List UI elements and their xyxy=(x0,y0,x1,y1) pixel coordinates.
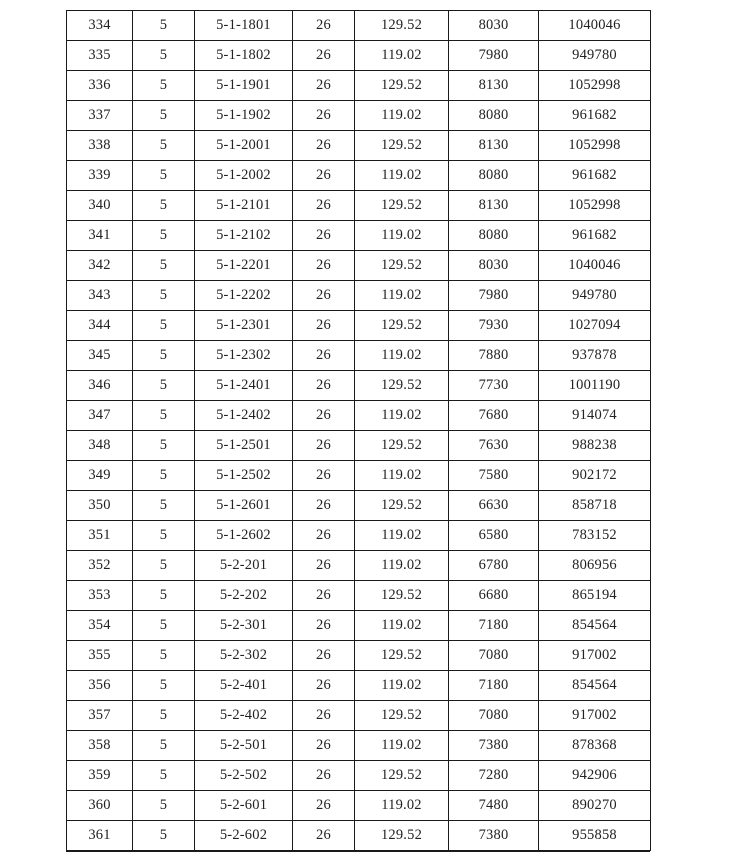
table-row xyxy=(67,311,651,341)
total-price-cell: 1001190 xyxy=(539,371,651,401)
area-cell: 119.02 xyxy=(355,671,449,701)
area-cell: 129.52 xyxy=(355,821,449,851)
area-cell: 119.02 xyxy=(355,731,449,761)
building-cell: 5 xyxy=(133,791,195,821)
total-floors-cell: 26 xyxy=(293,221,355,251)
table-row xyxy=(67,671,651,701)
unit-number-cell: 5-1-2601 xyxy=(195,491,293,521)
unit-number-cell: 5-1-2001 xyxy=(195,131,293,161)
total-price-cell: 865194 xyxy=(539,581,651,611)
unit-number-cell: 5-1-2202 xyxy=(195,281,293,311)
table-row xyxy=(67,821,651,851)
row-number-cell: 345 xyxy=(67,341,133,371)
unit-number-cell: 5-2-502 xyxy=(195,761,293,791)
total-floors-cell: 26 xyxy=(293,671,355,701)
total-floors-cell: 26 xyxy=(293,71,355,101)
area-cell: 119.02 xyxy=(355,551,449,581)
table-row xyxy=(67,131,651,161)
area-cell: 119.02 xyxy=(355,611,449,641)
total-floors-cell: 26 xyxy=(293,11,355,41)
unit-price-cell: 7180 xyxy=(449,671,539,701)
building-cell: 5 xyxy=(133,701,195,731)
unit-number-cell: 5-1-2101 xyxy=(195,191,293,221)
unit-price-cell: 7380 xyxy=(449,731,539,761)
building-cell: 5 xyxy=(133,101,195,131)
unit-price-cell: 6780 xyxy=(449,551,539,581)
building-cell: 5 xyxy=(133,611,195,641)
unit-price-cell: 8030 xyxy=(449,11,539,41)
table-row xyxy=(67,101,651,131)
unit-price-cell: 8030 xyxy=(449,251,539,281)
table-row xyxy=(67,221,651,251)
row-number-cell: 349 xyxy=(67,461,133,491)
total-price-cell: 955858 xyxy=(539,821,651,851)
area-cell: 129.52 xyxy=(355,11,449,41)
table-row xyxy=(67,191,651,221)
building-cell: 5 xyxy=(133,71,195,101)
area-cell: 129.52 xyxy=(355,371,449,401)
total-price-cell: 988238 xyxy=(539,431,651,461)
row-number-cell: 347 xyxy=(67,401,133,431)
unit-number-cell: 5-1-2302 xyxy=(195,341,293,371)
table-row xyxy=(67,611,651,641)
table-row xyxy=(67,11,651,41)
row-number-cell: 337 xyxy=(67,101,133,131)
table-row xyxy=(67,401,651,431)
table-row xyxy=(67,281,651,311)
unit-number-cell: 5-1-2201 xyxy=(195,251,293,281)
building-cell: 5 xyxy=(133,131,195,161)
total-floors-cell: 26 xyxy=(293,41,355,71)
total-floors-cell: 26 xyxy=(293,521,355,551)
unit-number-cell: 5-2-301 xyxy=(195,611,293,641)
unit-number-cell: 5-2-501 xyxy=(195,731,293,761)
table-row xyxy=(67,731,651,761)
total-floors-cell: 26 xyxy=(293,731,355,761)
unit-number-cell: 5-1-1902 xyxy=(195,101,293,131)
unit-price-cell: 7730 xyxy=(449,371,539,401)
row-number-cell: 334 xyxy=(67,11,133,41)
total-floors-cell: 26 xyxy=(293,611,355,641)
total-floors-cell: 26 xyxy=(293,161,355,191)
total-price-cell: 854564 xyxy=(539,611,651,641)
unit-number-cell: 5-2-202 xyxy=(195,581,293,611)
unit-number-cell: 5-1-2502 xyxy=(195,461,293,491)
row-number-cell: 341 xyxy=(67,221,133,251)
area-cell: 129.52 xyxy=(355,131,449,161)
row-number-cell: 357 xyxy=(67,701,133,731)
total-price-cell: 949780 xyxy=(539,41,651,71)
building-cell: 5 xyxy=(133,11,195,41)
building-cell: 5 xyxy=(133,581,195,611)
total-floors-cell: 26 xyxy=(293,491,355,521)
table-row xyxy=(67,491,651,521)
building-cell: 5 xyxy=(133,41,195,71)
total-price-cell: 783152 xyxy=(539,521,651,551)
table-bottom-border xyxy=(66,851,650,852)
row-number-cell: 355 xyxy=(67,641,133,671)
unit-number-cell: 5-2-302 xyxy=(195,641,293,671)
building-cell: 5 xyxy=(133,761,195,791)
total-floors-cell: 26 xyxy=(293,821,355,851)
total-price-cell: 949780 xyxy=(539,281,651,311)
row-number-cell: 339 xyxy=(67,161,133,191)
total-price-cell: 917002 xyxy=(539,701,651,731)
price-table xyxy=(66,10,651,851)
total-floors-cell: 26 xyxy=(293,101,355,131)
building-cell: 5 xyxy=(133,821,195,851)
building-cell: 5 xyxy=(133,521,195,551)
total-price-cell: 1052998 xyxy=(539,191,651,221)
table-row xyxy=(67,791,651,821)
total-price-cell: 1052998 xyxy=(539,71,651,101)
row-number-cell: 359 xyxy=(67,761,133,791)
row-number-cell: 342 xyxy=(67,251,133,281)
total-floors-cell: 26 xyxy=(293,791,355,821)
table-row xyxy=(67,341,651,371)
building-cell: 5 xyxy=(133,311,195,341)
total-floors-cell: 26 xyxy=(293,131,355,161)
area-cell: 119.02 xyxy=(355,461,449,491)
total-price-cell: 1027094 xyxy=(539,311,651,341)
unit-number-cell: 5-1-1901 xyxy=(195,71,293,101)
area-cell: 119.02 xyxy=(355,401,449,431)
total-price-cell: 917002 xyxy=(539,641,651,671)
area-cell: 129.52 xyxy=(355,491,449,521)
total-floors-cell: 26 xyxy=(293,761,355,791)
building-cell: 5 xyxy=(133,251,195,281)
area-cell: 119.02 xyxy=(355,161,449,191)
unit-price-cell: 8080 xyxy=(449,161,539,191)
row-number-cell: 344 xyxy=(67,311,133,341)
unit-number-cell: 5-1-2501 xyxy=(195,431,293,461)
total-floors-cell: 26 xyxy=(293,581,355,611)
table-row xyxy=(67,641,651,671)
row-number-cell: 353 xyxy=(67,581,133,611)
unit-number-cell: 5-1-2401 xyxy=(195,371,293,401)
total-price-cell: 858718 xyxy=(539,491,651,521)
area-cell: 129.52 xyxy=(355,701,449,731)
area-cell: 119.02 xyxy=(355,101,449,131)
table-row xyxy=(67,161,651,191)
unit-price-cell: 8080 xyxy=(449,221,539,251)
unit-price-cell: 7880 xyxy=(449,341,539,371)
row-number-cell: 338 xyxy=(67,131,133,161)
price-table-sheet xyxy=(66,10,650,851)
building-cell: 5 xyxy=(133,641,195,671)
unit-price-cell: 7080 xyxy=(449,701,539,731)
total-price-cell: 878368 xyxy=(539,731,651,761)
unit-price-cell: 7580 xyxy=(449,461,539,491)
total-price-cell: 961682 xyxy=(539,161,651,191)
total-floors-cell: 26 xyxy=(293,371,355,401)
row-number-cell: 336 xyxy=(67,71,133,101)
total-price-cell: 914074 xyxy=(539,401,651,431)
row-number-cell: 351 xyxy=(67,521,133,551)
area-cell: 129.52 xyxy=(355,581,449,611)
building-cell: 5 xyxy=(133,551,195,581)
table-row xyxy=(67,581,651,611)
unit-number-cell: 5-2-201 xyxy=(195,551,293,581)
total-floors-cell: 26 xyxy=(293,311,355,341)
total-price-cell: 890270 xyxy=(539,791,651,821)
row-number-cell: 348 xyxy=(67,431,133,461)
total-price-cell: 854564 xyxy=(539,671,651,701)
unit-number-cell: 5-1-1802 xyxy=(195,41,293,71)
area-cell: 119.02 xyxy=(355,341,449,371)
total-floors-cell: 26 xyxy=(293,191,355,221)
unit-price-cell: 8130 xyxy=(449,131,539,161)
unit-number-cell: 5-2-401 xyxy=(195,671,293,701)
table-row xyxy=(67,41,651,71)
unit-number-cell: 5-1-2301 xyxy=(195,311,293,341)
area-cell: 129.52 xyxy=(355,761,449,791)
total-floors-cell: 26 xyxy=(293,551,355,581)
building-cell: 5 xyxy=(133,161,195,191)
area-cell: 119.02 xyxy=(355,281,449,311)
total-price-cell: 961682 xyxy=(539,221,651,251)
building-cell: 5 xyxy=(133,191,195,221)
area-cell: 129.52 xyxy=(355,251,449,281)
unit-price-cell: 6580 xyxy=(449,521,539,551)
area-cell: 119.02 xyxy=(355,41,449,71)
total-floors-cell: 26 xyxy=(293,461,355,491)
area-cell: 129.52 xyxy=(355,71,449,101)
unit-number-cell: 5-2-602 xyxy=(195,821,293,851)
building-cell: 5 xyxy=(133,671,195,701)
total-floors-cell: 26 xyxy=(293,251,355,281)
table-row xyxy=(67,251,651,281)
total-price-cell: 961682 xyxy=(539,101,651,131)
unit-price-cell: 7480 xyxy=(449,791,539,821)
row-number-cell: 352 xyxy=(67,551,133,581)
total-floors-cell: 26 xyxy=(293,641,355,671)
total-price-cell: 902172 xyxy=(539,461,651,491)
total-price-cell: 937878 xyxy=(539,341,651,371)
unit-number-cell: 5-2-601 xyxy=(195,791,293,821)
row-number-cell: 358 xyxy=(67,731,133,761)
row-number-cell: 350 xyxy=(67,491,133,521)
total-floors-cell: 26 xyxy=(293,431,355,461)
unit-price-cell: 7630 xyxy=(449,431,539,461)
row-number-cell: 360 xyxy=(67,791,133,821)
building-cell: 5 xyxy=(133,731,195,761)
total-floors-cell: 26 xyxy=(293,341,355,371)
area-cell: 119.02 xyxy=(355,791,449,821)
area-cell: 129.52 xyxy=(355,311,449,341)
row-number-cell: 354 xyxy=(67,611,133,641)
total-price-cell: 1052998 xyxy=(539,131,651,161)
unit-price-cell: 7980 xyxy=(449,41,539,71)
area-cell: 129.52 xyxy=(355,431,449,461)
unit-price-cell: 7080 xyxy=(449,641,539,671)
table-row xyxy=(67,521,651,551)
row-number-cell: 346 xyxy=(67,371,133,401)
area-cell: 129.52 xyxy=(355,641,449,671)
area-cell: 119.02 xyxy=(355,221,449,251)
row-number-cell: 343 xyxy=(67,281,133,311)
total-price-cell: 806956 xyxy=(539,551,651,581)
unit-price-cell: 7280 xyxy=(449,761,539,791)
unit-price-cell: 8080 xyxy=(449,101,539,131)
unit-number-cell: 5-1-2402 xyxy=(195,401,293,431)
unit-number-cell: 5-1-2102 xyxy=(195,221,293,251)
unit-price-cell: 7930 xyxy=(449,311,539,341)
unit-number-cell: 5-1-2602 xyxy=(195,521,293,551)
area-cell: 129.52 xyxy=(355,191,449,221)
table-row xyxy=(67,461,651,491)
building-cell: 5 xyxy=(133,461,195,491)
unit-number-cell: 5-1-1801 xyxy=(195,11,293,41)
table-row xyxy=(67,551,651,581)
total-price-cell: 942906 xyxy=(539,761,651,791)
building-cell: 5 xyxy=(133,281,195,311)
unit-price-cell: 7980 xyxy=(449,281,539,311)
area-cell: 119.02 xyxy=(355,521,449,551)
unit-number-cell: 5-1-2002 xyxy=(195,161,293,191)
row-number-cell: 340 xyxy=(67,191,133,221)
table-body xyxy=(67,11,651,851)
building-cell: 5 xyxy=(133,371,195,401)
row-number-cell: 335 xyxy=(67,41,133,71)
building-cell: 5 xyxy=(133,431,195,461)
unit-price-cell: 6630 xyxy=(449,491,539,521)
total-floors-cell: 26 xyxy=(293,701,355,731)
total-price-cell: 1040046 xyxy=(539,11,651,41)
table-row xyxy=(67,701,651,731)
row-number-cell: 361 xyxy=(67,821,133,851)
unit-price-cell: 8130 xyxy=(449,71,539,101)
unit-price-cell: 7680 xyxy=(449,401,539,431)
building-cell: 5 xyxy=(133,341,195,371)
row-number-cell: 356 xyxy=(67,671,133,701)
unit-price-cell: 6680 xyxy=(449,581,539,611)
unit-number-cell: 5-2-402 xyxy=(195,701,293,731)
total-price-cell: 1040046 xyxy=(539,251,651,281)
table-row xyxy=(67,761,651,791)
table-row xyxy=(67,431,651,461)
total-floors-cell: 26 xyxy=(293,281,355,311)
building-cell: 5 xyxy=(133,401,195,431)
building-cell: 5 xyxy=(133,221,195,251)
building-cell: 5 xyxy=(133,491,195,521)
unit-price-cell: 8130 xyxy=(449,191,539,221)
table-row xyxy=(67,371,651,401)
unit-price-cell: 7380 xyxy=(449,821,539,851)
table-row xyxy=(67,71,651,101)
unit-price-cell: 7180 xyxy=(449,611,539,641)
total-floors-cell: 26 xyxy=(293,401,355,431)
